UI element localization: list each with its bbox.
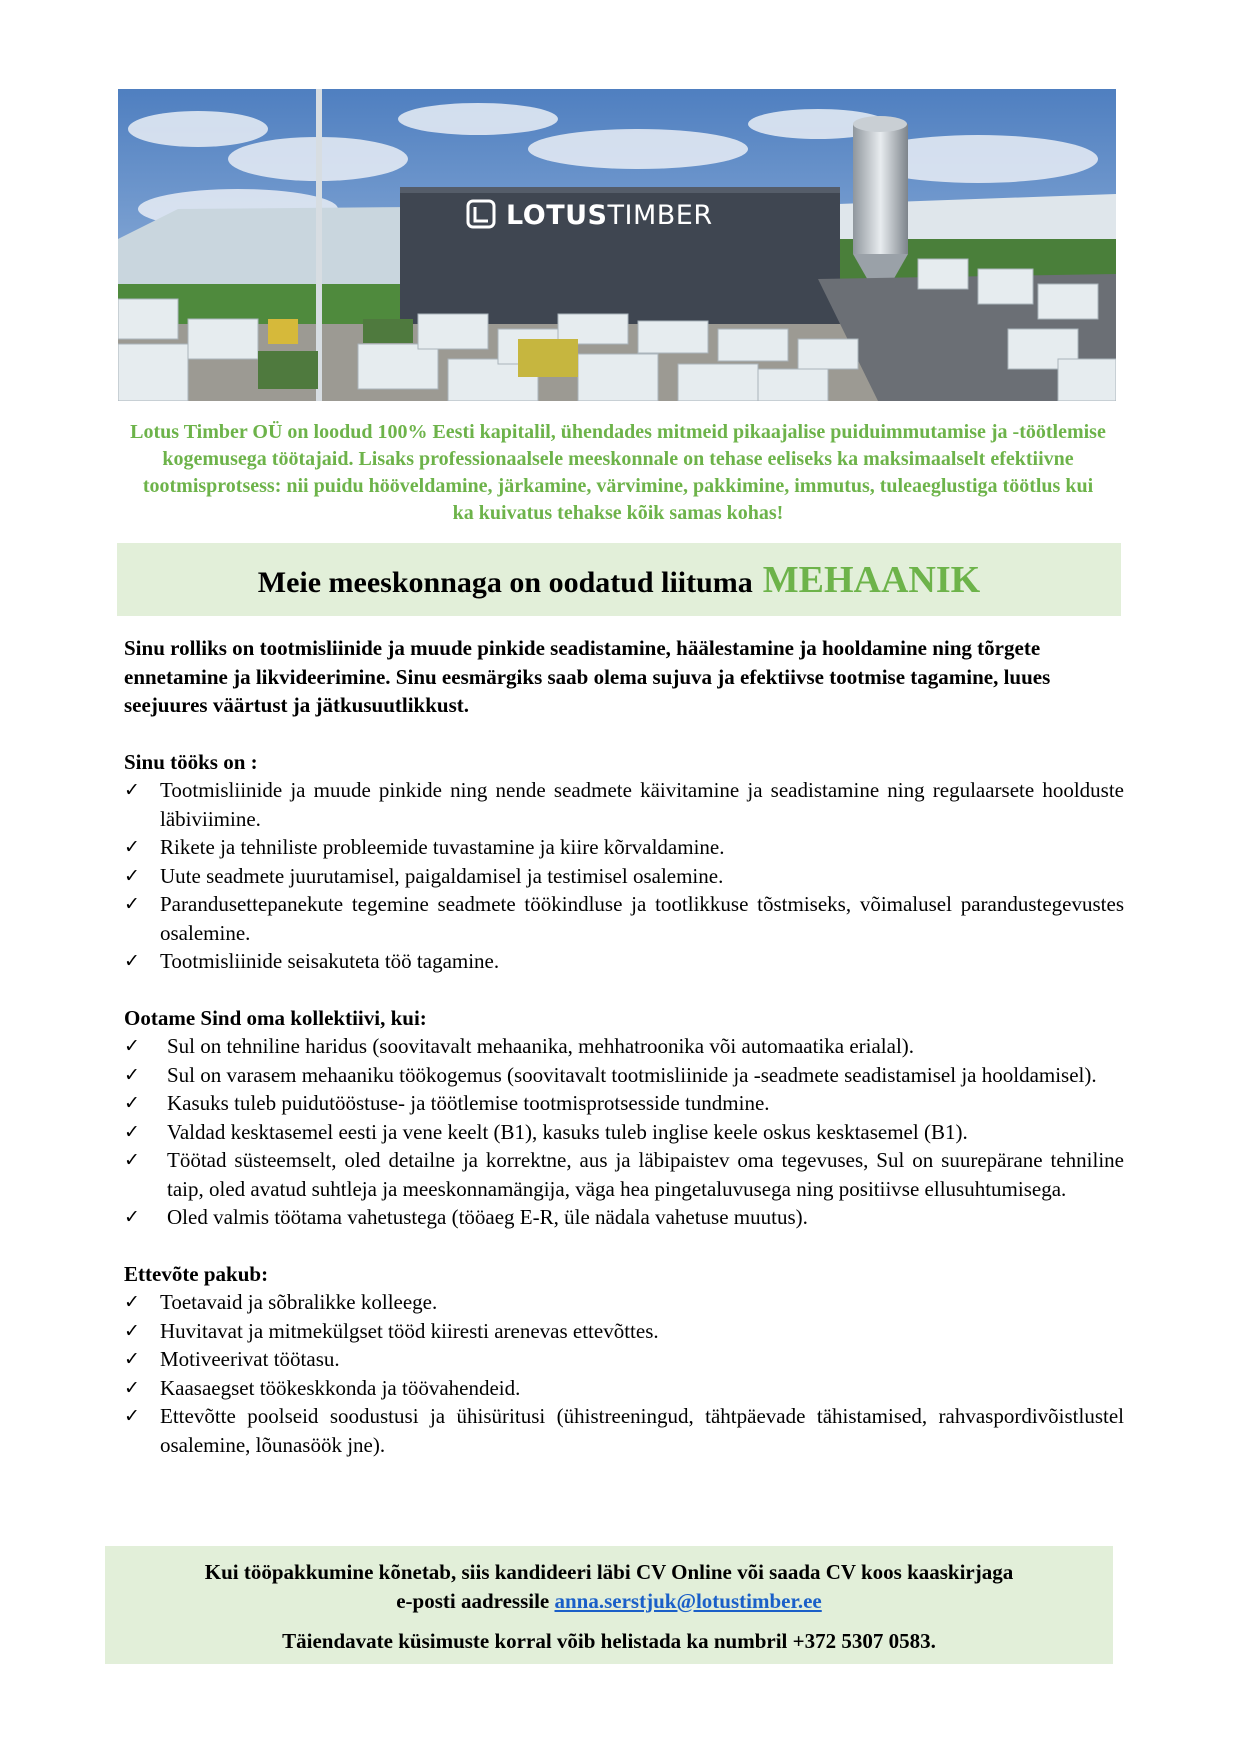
list-item: ✓ Sul on tehniline haridus (soovitavalt mehaanika, mehhatroonika või automaatika erialal). <box>124 1032 1124 1061</box>
check-icon: ✓ <box>124 1092 140 1114</box>
list-item: ✓ Sul on varasem mehaaniku töökogemus (soovitavalt tootmisliinide ja -seadmete seadistamisel ja hooldamisel). <box>124 1061 1124 1090</box>
list-item: ✓ Tootmisliinide seisakuteta töö tagamine. <box>124 947 1124 976</box>
list-item: ✓ Uute seadmete juurutamisel, paigaldamisel ja testimisel osalemine. <box>124 862 1124 891</box>
check-icon: ✓ <box>124 1063 140 1086</box>
check-icon: ✓ <box>124 1348 140 1370</box>
company-intro: Lotus Timber OÜ on loodud 100% Eesti kapitalil, ühendades mitmeid pikaajalise puiduimmutamise ja -töötlemise kogemusega töötajaid. Lisaks professionaalsele meeskonnale on tehase eeliseks ka maksimaalselt efektiivne tootmisprotsess: nii puidu hööveldamine, järkamine, värvimine, pakkimine, immutus, tuleaeglustiga töötlus kui ka kuivatus tehakse kõik samas kohas! <box>130 421 1106 524</box>
list-item: ✓ Valdad kesktasemel eesti ja vene keelt (B1), kasuks tuleb inglise keele oskus kesktasemel (B1). <box>124 1118 1124 1147</box>
check-icon: ✓ <box>124 1319 140 1342</box>
role-summary: Sinu rolliks on tootmisliinide ja muude pinkide seadistamine, häälestamine ja hooldamine ning tõrgete ennetamine ja likvideerimine. Sinu eesmärgiks saab olema sujuva ja efektiivse tootmise tagamine, luues seejuures väärtust ja jätkusuutlikkust. <box>124 636 1051 717</box>
requirements-title: Ootame Sind oma kollektiivi, kui: <box>124 1005 427 1030</box>
email-link[interactable]: anna.serstjuk@lotustimber.ee <box>554 1588 822 1613</box>
headline-text: Meie meeskonnaga on oodatud liituma MEHAANIK <box>257 558 981 601</box>
check-icon: ✓ <box>124 779 140 801</box>
list-item: ✓ Oled valmis töötama vahetustega (tööaeg E-R, üle nädala vahetuse muutus). <box>124 1203 1124 1232</box>
list-item: ✓ Motiveerivat töötasu. <box>124 1345 1124 1374</box>
check-icon: ✓ <box>124 1120 140 1143</box>
check-icon: ✓ <box>124 1149 140 1171</box>
list-item: ✓ Ettevõtte poolseid soodustusi ja ühisüritusi (ühistreeningud, tähtpäevade tähistamised, rahvaspordivõistlustel osalemine, lõunasöök jne). <box>124 1404 1124 1457</box>
list-item: ✓ Tootmisliinide ja muude pinkide ning nende seadmete käivitamine ja seadistamine ning regulaarsete hoolduste läbiviimine. <box>124 778 1124 831</box>
check-icon: ✓ <box>124 1206 140 1228</box>
headline-banner <box>117 543 1121 616</box>
list-item: ✓ Huvitavat ja mitmekülgset tööd kiiresti arenevas ettevõttes. <box>124 1317 1124 1346</box>
duties-list <box>124 776 1124 976</box>
phone-contact: Täiendavate küsimuste korral võib helistada ka numbril +372 5307 0583. <box>282 1629 936 1653</box>
requirements-list <box>124 1032 1124 1232</box>
check-icon: ✓ <box>124 1405 140 1427</box>
offers-title: Ettevõte pakub: <box>124 1261 269 1286</box>
check-icon: ✓ <box>124 950 140 972</box>
check-icon: ✓ <box>124 893 140 915</box>
check-icon: ✓ <box>124 864 140 887</box>
list-item: ✓ Kaasaegset töökeskkonda ja töövahendeid. <box>124 1374 1124 1403</box>
job-description <box>124 634 1124 1487</box>
hero-photo <box>118 89 1116 401</box>
apply-instructions: Kui tööpakkumine kõnetab, siis kandideeri läbi CV Online või saada CV koos kaaskirjaga e-posti aadressile anna.serstjuk@lotustimber.ee <box>204 1560 1014 1613</box>
factory-illustration <box>118 89 1116 401</box>
offers-list <box>124 1288 1124 1459</box>
list-item: ✓ Kasuks tuleb puidutööstuse- ja töötlemise tootmisprotsesside tundmine. <box>124 1089 1124 1118</box>
check-icon: ✓ <box>124 1291 140 1313</box>
brand-logo-text: LOTUSTIMBER <box>506 200 713 231</box>
list-item: ✓ Rikete ja tehniliste probleemide tuvastamine ja kiire kõrvaldamine. <box>124 833 1124 862</box>
application-footer <box>105 1546 1113 1664</box>
list-item: ✓ Toetavaid ja sõbralikke kolleege. <box>124 1288 1124 1317</box>
list-item: ✓ Töötad süsteemselt, oled detailne ja korrektne, aus ja läbipaistev oma tegevuses, Sul on suurepärane tehniline taip, oled avatud suhtleja ja meeskonnamängija, väga hea pingetaluvusega ning positiivse ellusuhtumisega. <box>124 1148 1124 1201</box>
list-item: ✓ Parandusettepanekute tegemine seadmete töökindluse ja tootlikkuse tõstmiseks, võimalusel parandustegevustes osalemine. <box>124 892 1124 945</box>
job-title: MEHAANIK <box>762 558 981 601</box>
duties-title: Sinu tööks on : <box>124 749 258 774</box>
check-icon: ✓ <box>124 836 140 858</box>
check-icon: ✓ <box>124 1035 140 1057</box>
check-icon: ✓ <box>124 1376 140 1399</box>
